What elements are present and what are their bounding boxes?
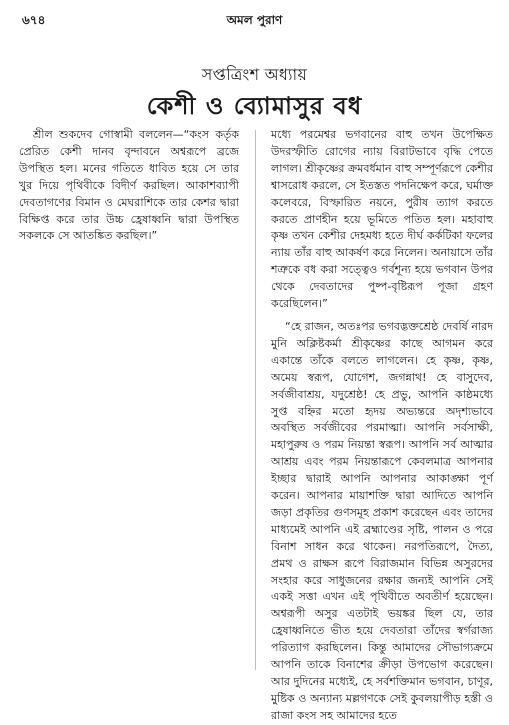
paragraph: মধ্যে পরমেশ্বর ভগবানের বাহু তখন উপেক্ষিত উদরস্ফীতি রোগের ন্যায় বিরাটভাবে বৃদ্ধি পেতে লাগল। শ্রীকৃষ্ণের ক্রমবর্ধমান বাহু সম্পূর্ণরূপে কেশীর শ্বাসরোধ করলে, সে ইতস্তত পদনিক্ষেপ করে, ঘর্মাক্ত কলেবরে, বিস্ফারিত নয়নে, পুরীষ ত্যাগ করতে করতে প্রাণহীন হয়ে ভূমিতে পতিত হল। মহাবাহু কৃষ্ণ তখন কেশীর দেহমধ্য হতে দীর্ঘ কর্কটিকা ফলের ন্যায় তাঁর বাহু আকর্ষণ করে নিলেন। অনায়াসে তাঁর শত্রুকে বধ করা সত্ত্বেও গর্বশূন্য হয়ে ভগবান উপর থেকে দেবতাদের পুষ্প-বৃষ্টিরূপ পূজা গ্রহণ করেছিলেন।” <box>271 128 493 311</box>
paragraph: “হে রাজন, অতঃপর ভগবদ্ভক্তশ্রেষ্ঠ দেবর্ষি নারদ মুনি অক্লিষ্টকর্মা শ্রীকৃষ্ণের কাছে আগমন করে একান্তে তাঁকে বলতে লাগলেন। হে কৃষ্ণ, কৃষ্ণ, অমেয় স্বরূপ, যোগেশ, জগন্নাথ! হে বাসুদেব, সর্বজীবাশ্রয়, যদুশ্রেষ্ঠ! হে প্রভু, আপনি কাষ্ঠমধ্যে সুপ্ত বহ্নির মতো হৃদয় অভ্যন্তরে অদৃশ্যভাবে অবস্থিত সর্বজীবের পরমাত্মা। আপনি সর্বসাক্ষী, মহাপুরুষ ও পরম নিয়ন্তা স্বরূপ। আপনি সর্ব আত্মার আশ্রয় এবং পরম নিয়ন্তারূপে কেবলমাত্র আপনার ইচ্ছার দ্বারাই আপনি আপনার আকাঙ্ক্ষা পূর্ণ করেন। আপনার মায়াশক্তি দ্বারা আদিতে আপনি জড়া প্রকৃতির গুণসমূহ প্রকাশ করেছেন এবং তাদের মাধ্যমেই আপনি এই ব্রহ্মাণ্ডের সৃষ্টি, পালন ও পরে বিনাশ সাধন করে থাকেন। নরপতিরূপে, দৈত্য, প্রমথ ও রাক্ষস রূপে বিরাজমান বিভিন্ন অসুরদের সংহার করে সাধুজনের রক্ষার জন্যই আপনি সেই একই সত্তা এখন এই পৃথিবীতে অবতীর্ণ হয়েছেন। অশ্বরূপী অসুর এতটাই ভয়ঙ্কর ছিল যে, তার হ্রেষাধ্বনিতে ভীত হয়ে দেবতারা তাঁদের স্বর্গরাজ্য পরিত্যাগ করছিলেন। কিন্তু আমাদের সৌভাগ্যক্রমে আপনি তাকে বিনাশের ক্রীড়া উপভোগ করেছেন। আর দুদিনের মধ্যেই, হে সর্বশক্তিমান ভগবান, চাণূর, মুষ্টিক ও অন্যান্য মল্লগণকে সেই কুবলয়াপীড় হস্তী ও রাজা কংস সহ আমাদের হতে <box>271 319 493 722</box>
chapter-title: কেশী ও ব্যোমাসুর বধ <box>146 92 363 120</box>
right-column <box>271 127 493 725</box>
page-header <box>22 12 487 32</box>
chapter-number: সপ্তত্রিংশ অধ্যায় <box>201 65 308 84</box>
page-number: ৬৭৪ <box>22 13 46 27</box>
running-title: অমল পুরাণ <box>226 13 283 27</box>
left-column <box>19 127 239 245</box>
paragraph: শ্রীল শুকদেব গোস্বামী বললেন—“কংস কর্তৃক প্রেরিত কেশী দানব বৃন্দাবনে অশ্বরূপে ব্রজে উপস্থিত হল। মনের গতিতে ধাবিত হয়ে সে তার খুর দিয়ে পৃথিবীকে বিদীর্ণ করছিল। আকাশব্যাপী দেবতাগণের বিমান ও মেঘরাশিকে তার কেশর দ্বারা বিক্ষিপ্ত করে তার উচ্চ হ্রেষাধ্বনি দ্বারা উপস্থিত সকলকে সে আতঙ্কিত করছিল।” <box>19 128 239 243</box>
column-divider <box>255 130 256 670</box>
